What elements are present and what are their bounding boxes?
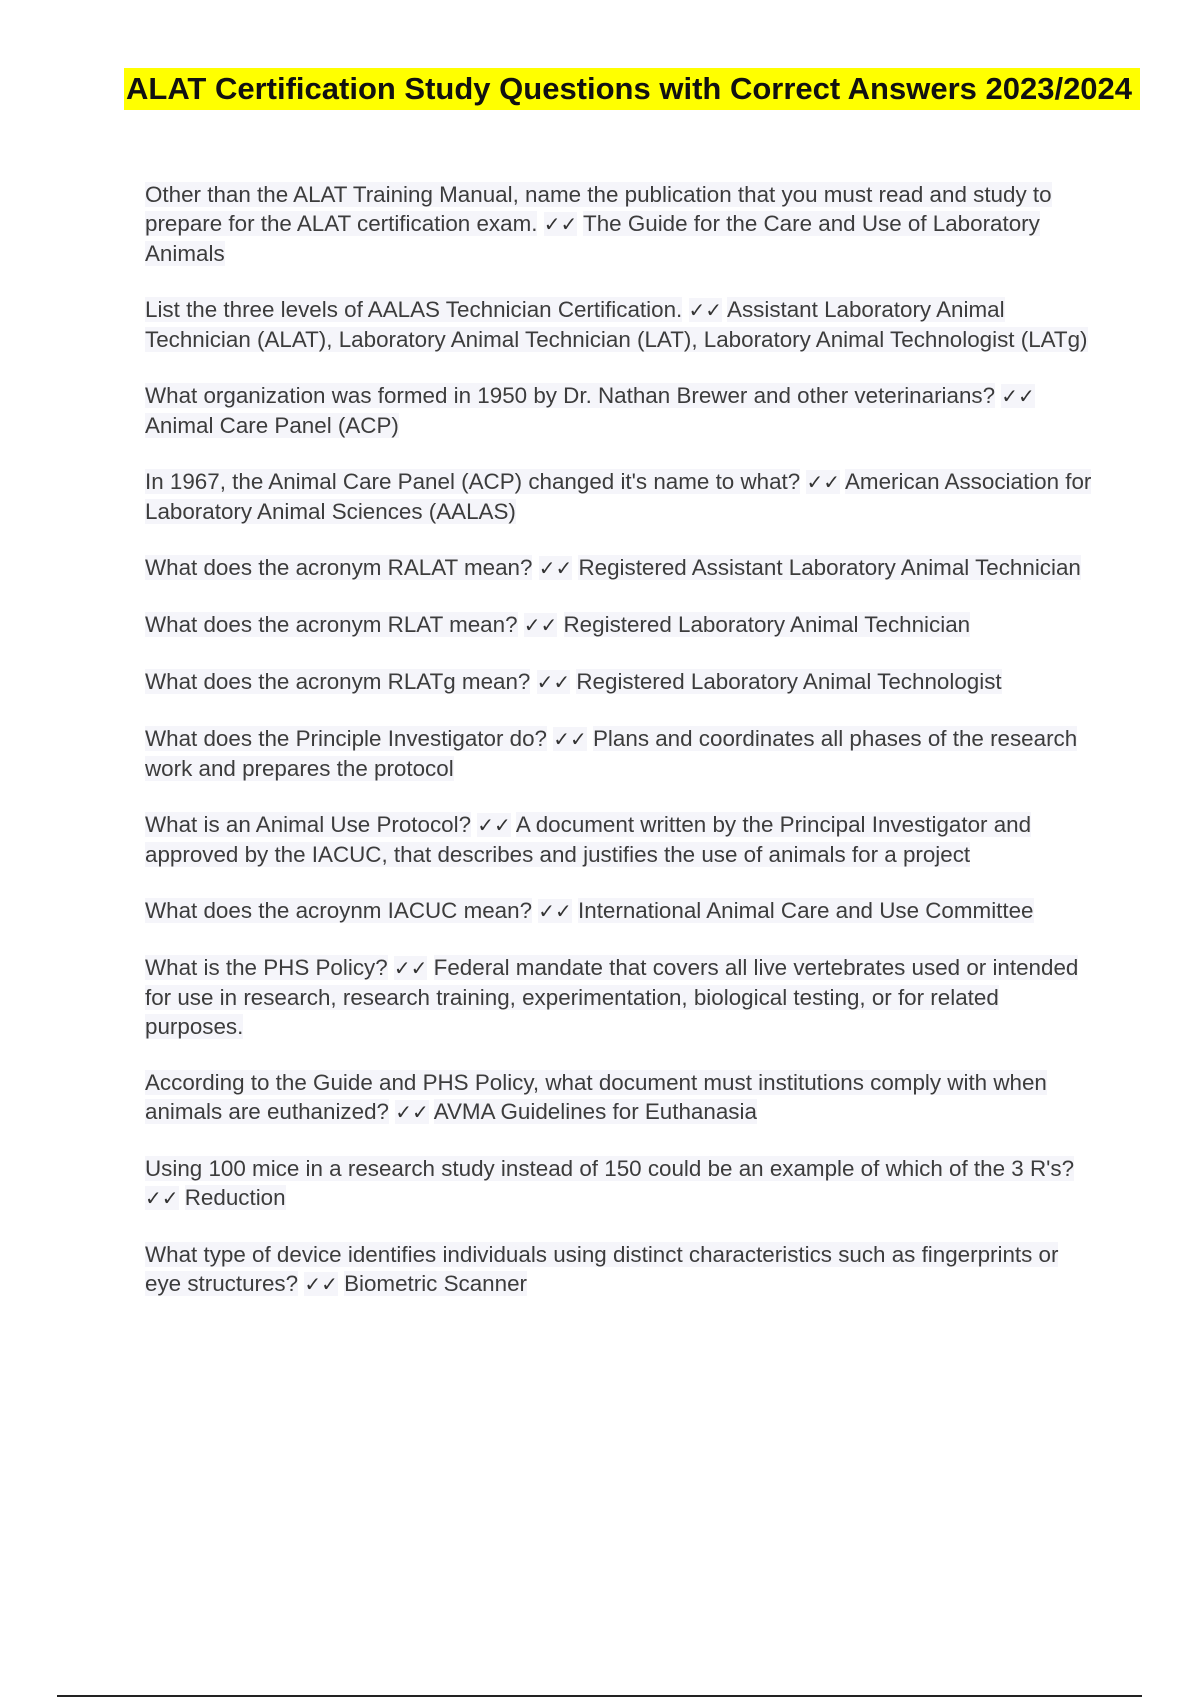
double-check-icon: ✓✓ — [393, 956, 428, 980]
answer-text: International Animal Care and Use Committee — [578, 898, 1034, 923]
qa-item — [145, 381, 1095, 440]
double-check-icon: ✓✓ — [523, 613, 558, 637]
question-text: What does the acroynm IACUC mean? — [145, 898, 533, 923]
question-text: In 1967, the Animal Care Panel (ACP) changed it's name to what? — [145, 469, 801, 494]
qa-item — [145, 896, 1095, 926]
answer-text: Biometric Scanner — [344, 1271, 527, 1296]
qa-list — [145, 180, 1095, 1326]
page-bottom-divider — [57, 1695, 1142, 1697]
question-text: What does the acronym RALAT mean? — [145, 555, 533, 580]
qa-item — [145, 180, 1095, 268]
qa-item — [145, 610, 1095, 640]
question-text: What does the Principle Investigator do? — [145, 726, 548, 751]
question-text: What is an Animal Use Protocol? — [145, 812, 472, 837]
double-check-icon: ✓✓ — [553, 727, 587, 751]
answer-text: Federal mandate that covers all live vertebrates used or intended for use in research, research training, experimentation, biological testing, or for related purposes. — [145, 955, 1079, 1039]
question-text: What does the acronym RLATg mean? — [145, 669, 531, 694]
double-check-icon: ✓✓ — [536, 670, 571, 694]
qa-item — [145, 810, 1095, 869]
qa-item — [145, 467, 1095, 526]
double-check-icon: ✓✓ — [543, 212, 578, 236]
qa-item — [145, 953, 1095, 1041]
qa-item — [145, 1240, 1095, 1299]
double-check-icon: ✓✓ — [477, 813, 511, 837]
answer-text: Reduction — [184, 1185, 286, 1210]
double-check-icon: ✓✓ — [304, 1272, 338, 1296]
qa-item — [145, 1154, 1095, 1213]
question-text: According to the Guide and PHS Policy, what document must institutions comply with when animals are euthanized? — [145, 1070, 1047, 1124]
double-check-icon: ✓✓ — [538, 556, 573, 580]
qa-item — [145, 724, 1095, 783]
double-check-icon: ✓✓ — [395, 1100, 429, 1124]
qa-item — [145, 1068, 1095, 1127]
double-check-icon: ✓✓ — [806, 470, 840, 494]
question-text: What does the acronym RLAT mean? — [145, 612, 518, 637]
answer-text: Registered Laboratory Animal Technician — [563, 612, 971, 637]
question-text: What organization was formed in 1950 by Dr. Nathan Brewer and other veterinarians? — [145, 383, 996, 408]
document-title: ALAT Certification Study Questions with Correct Answers 2023/2024 — [124, 68, 1140, 110]
answer-text: Assistant Laboratory Animal Technician (ALAT), Laboratory Animal Technician (LAT), Laboratory Animal Technologist (LATg) — [145, 297, 1088, 352]
qa-item — [145, 295, 1095, 354]
double-check-icon: ✓✓ — [538, 899, 572, 923]
question-text: What type of device identifies individuals using distinct characteristics such as fingerprints or eye structures? — [145, 1242, 1059, 1296]
answer-text: The Guide for the Care and Use of Laboratory Animals — [145, 211, 1040, 266]
answer-text: A document written by the Principal Investigator and approved by the IACUC, that describes and justifies the use of animals for a project — [145, 812, 1032, 867]
answer-text: AVMA Guidelines for Euthanasia — [433, 1099, 757, 1124]
double-check-icon: ✓✓ — [145, 1186, 179, 1210]
double-check-icon: ✓✓ — [688, 298, 723, 322]
answer-text: Animal Care Panel (ACP) — [145, 413, 399, 438]
answer-text: American Association for Laboratory Animal Sciences (AALAS) — [145, 469, 1092, 524]
question-text: Using 100 mice in a research study instead of 150 could be an example of which of the 3 R's? — [145, 1156, 1075, 1181]
qa-item — [145, 667, 1095, 697]
question-text: Other than the ALAT Training Manual, name the publication that you must read and study to prepare for the ALAT certification exam. — [145, 182, 1052, 236]
answer-text: Registered Laboratory Animal Technologist — [576, 669, 1002, 694]
answer-text: Registered Assistant Laboratory Animal Technician — [578, 555, 1081, 580]
question-text: List the three levels of AALAS Technician Certification. — [145, 297, 683, 322]
double-check-icon: ✓✓ — [1001, 384, 1035, 408]
answer-text: Plans and coordinates all phases of the research work and prepares the protocol — [145, 726, 1078, 781]
qa-item — [145, 553, 1095, 583]
question-text: What is the PHS Policy? — [145, 955, 388, 980]
